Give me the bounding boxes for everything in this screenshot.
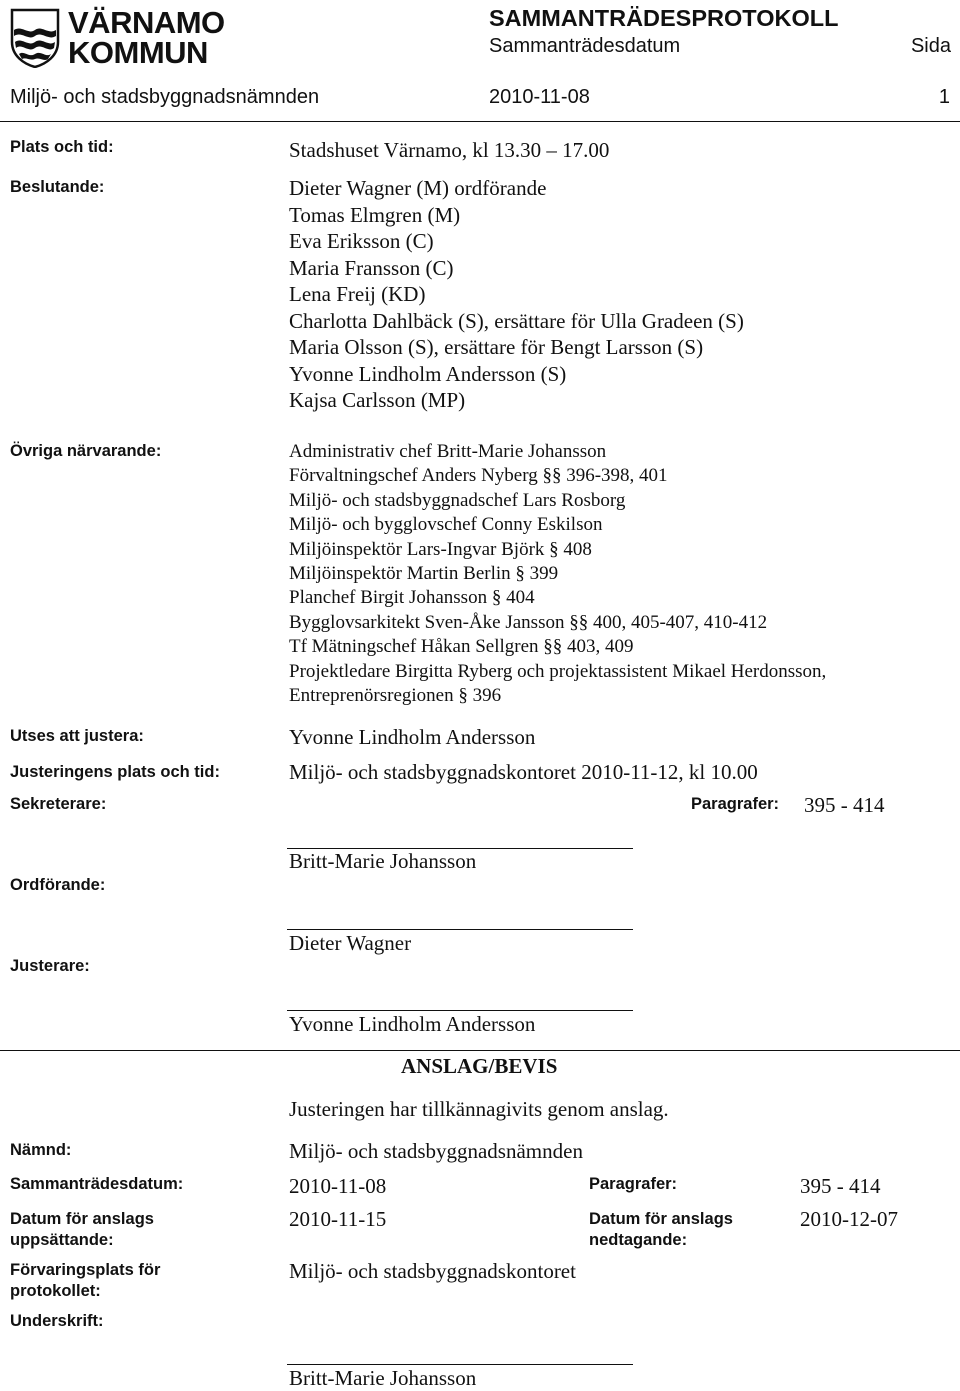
nedtagande-value: 2010-12-07: [800, 1207, 898, 1231]
justera-value: Yvonne Lindholm Andersson: [289, 725, 536, 749]
ovriga-item: Tf Mätningschef Håkan Sellgren §§ 403, 409: [289, 636, 634, 658]
uppsattande-label-line-1: Datum för anslags: [10, 1210, 154, 1228]
beslutande-item: Eva Eriksson (C): [289, 229, 434, 253]
underskrift-label: Underskrift:: [10, 1312, 104, 1330]
header-page-number: 1: [938, 86, 950, 108]
header-date-label: Sammanträdesdatum: [489, 35, 681, 57]
uppsattande-label-line-2: uppsättande:: [10, 1231, 114, 1249]
anslag-title: ANSLAG/BEVIS: [401, 1054, 558, 1078]
sammantradesdatum-value: 2010-11-08: [289, 1174, 387, 1198]
ovriga-item: Miljö- och bygglovschef Conny Eskilson: [289, 514, 603, 536]
nedtagande-label-line-2: nedtagande:: [589, 1231, 688, 1249]
header-page-label: Sida: [910, 35, 951, 57]
justeringens-plats-value: Miljö- och stadsbyggnadskontoret 2010-11-12, kl 10.00: [289, 760, 758, 784]
ovriga-label: Övriga närvarande:: [10, 442, 162, 460]
municipality-logo: [10, 6, 240, 68]
anslag-paragrafer-label: Paragrafer:: [589, 1175, 678, 1193]
plats-label: Plats och tid:: [10, 138, 114, 156]
paragrafer-value: 395 - 414: [804, 793, 885, 817]
ovriga-item: Bygglovsarkitekt Sven-Åke Jansson §§ 400, 405-407, 410-412: [289, 611, 768, 633]
ovriga-item: Entreprenörsregionen § 396: [289, 685, 502, 707]
anslag-divider: [0, 1050, 960, 1051]
logo-line-2: KOMMUN: [68, 35, 208, 70]
justerare-name: Yvonne Lindholm Andersson: [289, 1012, 536, 1036]
beslutande-label: Beslutande:: [10, 178, 105, 196]
ovriga-list: [289, 440, 826, 708]
forvaringsplats-label: [10, 1260, 160, 1302]
header-date: 2010-11-08: [489, 86, 590, 108]
coat-of-arms-icon: [10, 8, 60, 68]
beslutande-item: Maria Fransson (C): [289, 255, 454, 280]
justerare-signature-line: [287, 1010, 633, 1011]
sammantradesdatum-label: Sammanträdesdatum:: [10, 1175, 184, 1193]
justeringens-plats-label: Justeringens plats och tid:: [10, 763, 220, 781]
beslutande-item: Lena Freij (KD): [289, 282, 426, 306]
plats-value: Stadshuset Värnamo, kl 13.30 – 17.00: [289, 138, 610, 162]
paragrafer-label: Paragrafer:: [691, 795, 780, 813]
beslutande-item: Tomas Elmgren (M): [289, 202, 461, 227]
namnd-value: Miljö- och stadsbyggnadsnämnden: [289, 1139, 583, 1163]
beslutande-item: Yvonne Lindholm Andersson (S): [289, 361, 567, 386]
ovriga-item: Miljö- och stadsbyggnadschef Lars Rosborg: [289, 489, 626, 511]
sekreterare-label: Sekreterare:: [10, 795, 107, 813]
nedtagande-label: [589, 1209, 733, 1251]
header-divider: [0, 121, 960, 122]
ovriga-item: Miljöinspektör Martin Berlin § 399: [289, 563, 559, 585]
ovriga-item: Planchef Birgit Johansson § 404: [289, 587, 535, 609]
beslutande-item: Kajsa Carlsson (MP): [289, 388, 466, 412]
beslutande-list: [289, 175, 744, 414]
ovriga-item: Miljöinspektör Lars-Ingvar Björk § 408: [289, 538, 592, 560]
nedtagande-label-line-1: Datum för anslags: [589, 1210, 733, 1228]
ordforande-label: Ordförande:: [10, 876, 106, 894]
forvaringsplats-label-line-2: protokollet:: [10, 1282, 101, 1300]
underskrift-name: Britt-Marie Johansson: [289, 1366, 477, 1390]
anslag-intro: Justeringen har tillkännagivits genom anslag.: [289, 1097, 669, 1121]
justerare-label: Justerare:: [10, 957, 90, 975]
ovriga-item: Administrativ chef Britt-Marie Johansson: [289, 441, 607, 462]
document-title: SAMMANTRÄDESPROTOKOLL: [489, 5, 839, 31]
header-committee: Miljö- och stadsbyggnadsnämnden: [10, 86, 320, 108]
beslutande-item: Charlotta Dahlbäck (S), ersättare för Ulla Gradeen (S): [289, 308, 744, 333]
forvaringsplats-value: Miljö- och stadsbyggnadskontoret: [289, 1259, 576, 1283]
uppsattande-label: [10, 1209, 154, 1251]
sekreterare-name: Britt-Marie Johansson: [289, 849, 477, 873]
ovriga-item: Projektledare Birgitta Ryberg och projektassistent Mikael Herdonsson,: [289, 660, 827, 682]
ordforande-name: Dieter Wagner: [289, 931, 412, 955]
beslutande-item: Maria Olsson (S), ersättare för Bengt Larsson (S): [289, 335, 704, 359]
anslag-paragrafer-value: 395 - 414: [800, 1174, 881, 1198]
uppsattande-value: 2010-11-15: [289, 1207, 387, 1231]
forvaringsplats-label-line-1: Förvaringsplats för: [10, 1261, 161, 1279]
logo-line-1: VÄRNAMO: [68, 5, 225, 40]
ovriga-item: Förvaltningschef Anders Nyberg §§ 396-398, 401: [289, 465, 668, 487]
namnd-label: Nämnd:: [10, 1141, 72, 1159]
underskrift-signature-line: [287, 1364, 633, 1365]
beslutande-item: Dieter Wagner (M) ordförande: [289, 176, 547, 200]
justera-label: Utses att justera:: [10, 727, 144, 745]
ordforande-signature-line: [287, 929, 633, 930]
